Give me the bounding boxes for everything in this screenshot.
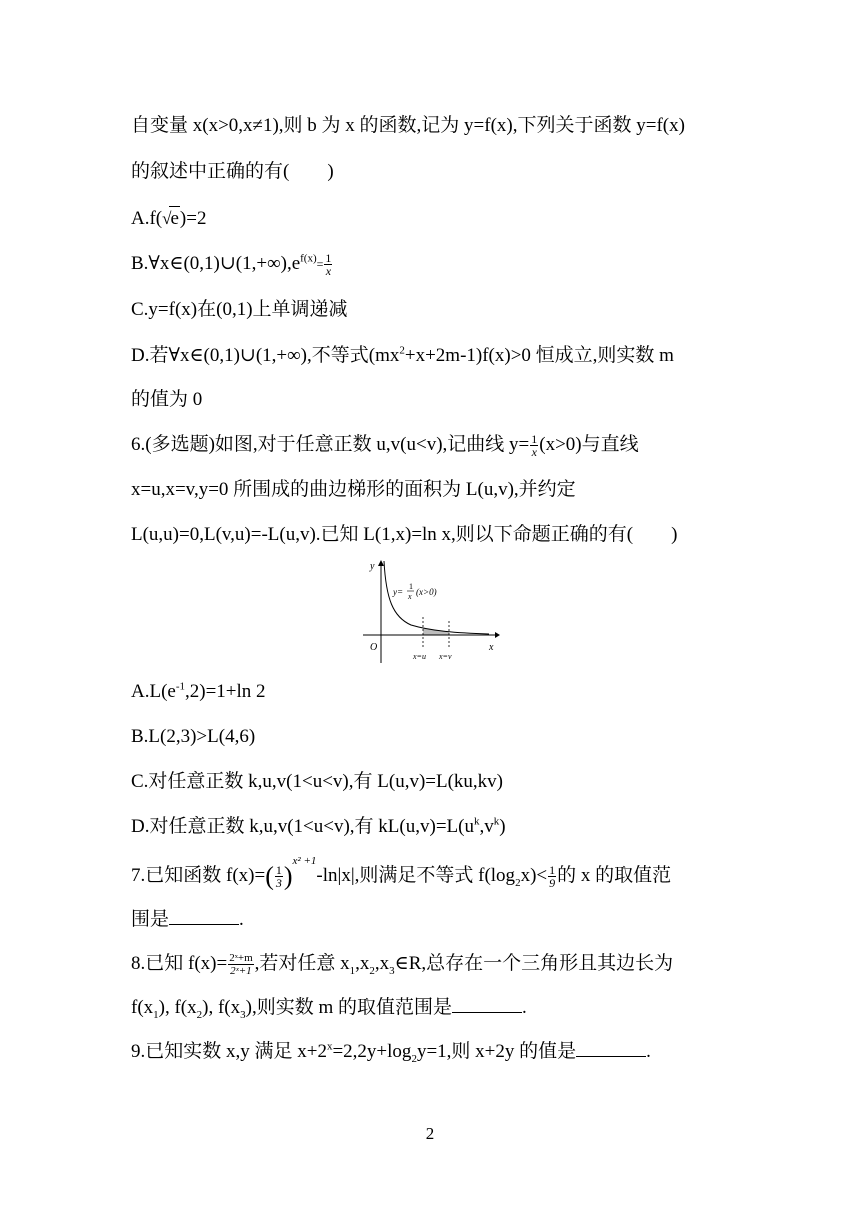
answer-blank[interactable] — [169, 910, 239, 925]
curve-label-pre: y= — [393, 587, 404, 597]
curve-label-num: 1 — [409, 582, 413, 591]
origin-label: O — [370, 642, 378, 653]
q6-option-c: C.对任意正数 k,u,v(1<u<v),有 L(u,v)=L(ku,kv) — [131, 771, 503, 792]
q5-option-d-line-2: 的值为 0 — [131, 389, 203, 410]
v-label: x=v — [439, 652, 452, 661]
q5-stem-line-1: 自变量 x(x>0,x≠1),则 b 为 x 的函数,记为 y=f(x),下列关于函数 y=f(x) — [131, 115, 685, 136]
q6-option-d: D.对任意正数 k,u,v(1<u<v),有 $kL(u,v)=L(u^k,v^k)$ — [131, 815, 506, 837]
q5-option-d-line-1: D.若∀x∈(0,1)∪(1,+∞),不等式$(mx^2+x+2m-1)f(x)>0$ 恒成立,则实数 m — [131, 344, 674, 366]
q5-stem-line-2: 的叙述中正确的有( ) — [131, 161, 334, 182]
q6-option-b: B.L(2,3)>L(4,6) — [131, 726, 256, 747]
q5-option-b: $B.\forall x\in(0,1)\cup(1,+\infty),e^{f(x)=}$ $\frac{1}{x}$ — [131, 251, 332, 279]
q6-stem-line-2: x=u,x=v,y=0 所围成的曲边梯形的面积为 L(u,v),并约定 — [131, 479, 576, 500]
q5-option-c: C.y=f(x)在(0,1)上单调递减 — [131, 299, 348, 320]
y-axis-label: y — [370, 561, 375, 572]
q6-option-a: $A.L(e^{-1},2)=1+\ln$ 2 — [131, 680, 266, 702]
answer-blank[interactable] — [576, 1042, 646, 1057]
q8-stem-line-1: 8.已知 f(x)= $\frac{\text{2ˣ+m}}{\text{2ˣ+1}}$ ,若对任意 $x_1,x_2,x_3\in R$,总存在一个三角形且其边长为 — [131, 952, 674, 978]
curve-label-den: x — [408, 592, 412, 601]
curve-1-over-x — [384, 561, 489, 634]
u-label: x=u — [413, 652, 426, 661]
x-axis-label: x — [489, 642, 494, 653]
page-number: 2 — [425, 1124, 435, 1143]
q7-stem-line-2: 围是 . — [131, 909, 244, 930]
q6-stem-line-1: 6.(多选题)如图,对于任意正数 u,v(u<v),记曲线 y= $\frac{1}{x}$ (x>0)与直线 — [131, 432, 639, 460]
q7-stem-line-1: 7.已知函数 f(x)=( $\frac{1}{3}$ )$^{x^2 +1}$-ln|x|,则满足不等式 $f(\log_2x)<$ $\frac{1}{9}$ 的 x 的取值范 — [131, 854, 672, 891]
q9-stem: 9.已知实数 x,y 满足 $x+2^x=2,2y+\log_2y=1$,则 x+2y 的值是 . — [131, 1040, 651, 1065]
answer-blank[interactable] — [452, 998, 522, 1013]
shaded-region — [381, 563, 486, 635]
curve-label-post: (x>0) — [416, 587, 437, 597]
q8-stem-line-2: $f(x_1)$, $f(x_2)$, $f(x_3)$,则实数 m 的取值范围是 . — [131, 997, 527, 1021]
q5-option-a: A.f(√e)=2 — [131, 208, 207, 229]
q6-figure — [361, 559, 501, 667]
q6-stem-line-3: L(u,u)=0,L(v,u)=-L(u,v).已知 L(1,x)=ln x,则以下命题正确的有( ) — [131, 524, 678, 545]
